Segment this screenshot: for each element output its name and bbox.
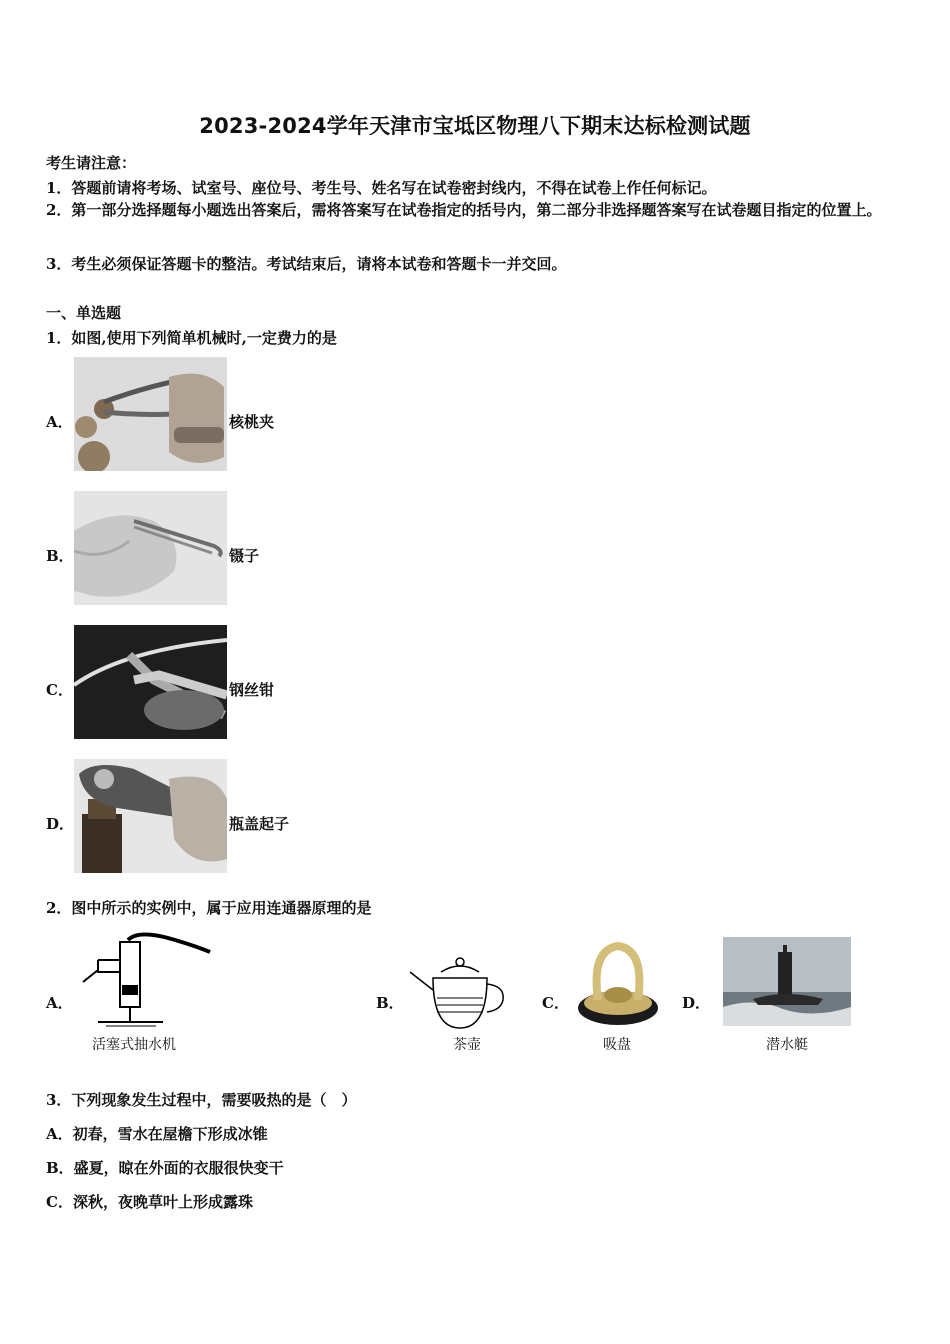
q2-option-b-caption: 茶壶: [453, 1037, 481, 1053]
notice-item-3: 3．考生必须保证答题卡的整洁。考试结束后，请将本试卷和答题卡一并交回。: [46, 255, 567, 273]
q3-option-c: C．深秋，夜晚草叶上形成露珠: [46, 1193, 253, 1211]
q1-option-d-label: 瓶盖起子: [229, 815, 290, 833]
q2-option-b-letter: B．: [376, 994, 404, 1012]
q3-stem: 3．下列现象发生过程中，需要吸热的是（ ）: [46, 1091, 357, 1109]
q2-stem: 2．图中所示的实例中，属于应用连通器原理的是: [46, 899, 372, 917]
q3-option-b: B．盛夏，晾在外面的衣服很快变干: [46, 1159, 284, 1177]
q2-option-a-letter: A．: [46, 994, 73, 1012]
q1-option-c-label: 钢丝钳: [229, 681, 275, 699]
q2-option-d-letter: D．: [682, 994, 711, 1012]
suction-cup-image: [573, 940, 663, 1030]
pliers-image: [74, 625, 227, 739]
notice-heading: 考生请注意：: [46, 154, 137, 172]
notice-item-2: 2．第一部分选择题每小题选出答案后，需将答案写在试卷指定的括号内，第二部分非选择题答案写在试卷题目指定的位置上。: [46, 201, 882, 219]
q1-option-c-letter: C．: [46, 681, 73, 699]
section-title: 一、单选题: [46, 304, 122, 322]
piston-pump-diagram: [78, 930, 218, 1030]
tweezers-image: [74, 491, 227, 605]
submarine-image: [723, 937, 851, 1026]
page-title: 2023-2024学年天津市宝坻区物理八下期末达标检测试题: [199, 114, 751, 138]
q1-option-a-letter: A．: [46, 413, 73, 431]
q2-option-c-caption: 吸盘: [603, 1037, 631, 1053]
q2-option-d-caption: 潜水艇: [766, 1037, 808, 1053]
q1-option-d-letter: D．: [46, 815, 75, 833]
bottle-opener-image: [74, 759, 227, 873]
q2-option-c-letter: C．: [542, 994, 569, 1012]
q2-option-a-caption: 活塞式抽水机: [92, 1037, 176, 1053]
q1-option-b-letter: B．: [46, 547, 74, 565]
q1-stem: 1．如图,使用下列简单机械时,一定费力的是: [46, 329, 337, 347]
q3-option-a: A．初春，雪水在屋檐下形成冰锥: [46, 1125, 268, 1143]
teapot-diagram: [405, 950, 509, 1032]
notice-item-1: 1．答题前请将考场、试室号、座位号、考生号、姓名写在试卷密封线内，不得在试卷上作任何标记。: [46, 179, 717, 197]
walnut-cracker-image: [74, 357, 227, 471]
q1-option-a-label: 核桃夹: [229, 413, 275, 431]
q1-option-b-label: 镊子: [229, 547, 260, 565]
